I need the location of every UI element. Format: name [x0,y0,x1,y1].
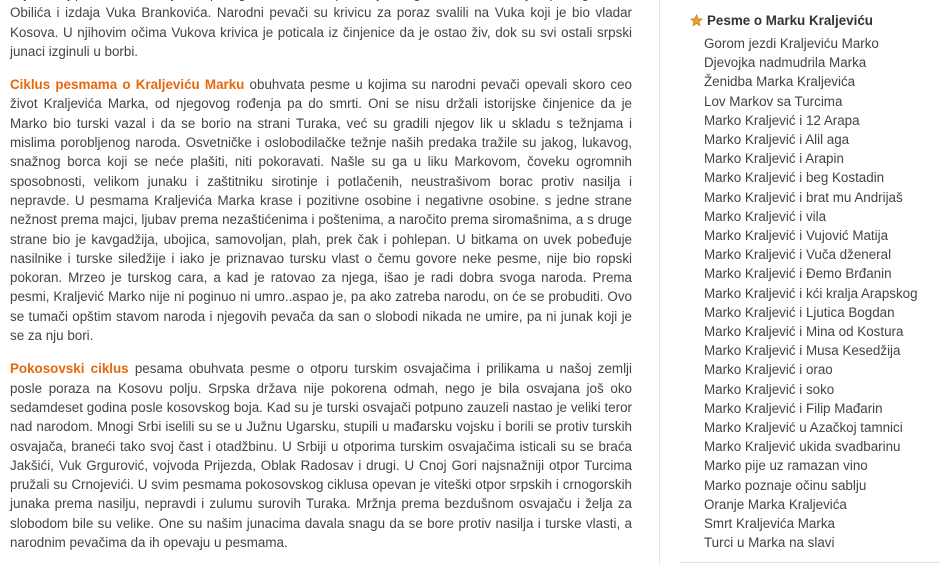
song-link[interactable]: Ženidba Marka Kraljevića [704,74,856,90]
song-link[interactable]: Turci u Marka na slavi [704,535,835,551]
song-link[interactable]: Marko Kraljević i beg Kostadin [704,170,885,186]
paragraph-marko-cycle [10,75,632,345]
song-link[interactable]: Marko Kraljević i orao [704,362,833,378]
song-link[interactable]: Marko poznaje očinu sablju [704,477,867,493]
song-link[interactable]: Marko Kraljević i Filip Mađarin [704,400,883,416]
marko-cycle-heading: Ciklus pesmama o Kraljeviću Marku [10,77,245,93]
paragraph-post-kosovo-cycle [10,359,632,552]
song-link[interactable]: Marko Kraljević i Vujović Matija [704,228,889,244]
song-link[interactable]: Marko Kraljević i Mina od Kostura [704,324,904,340]
song-link[interactable]: Marko Kraljević i brat mu Andrijaš [704,189,903,205]
song-link[interactable]: Marko pije uz ramazan vino [704,458,868,474]
song-link[interactable]: Marko Kraljević i Arapin [704,151,844,167]
paragraph-kosovo-cycle: Obilića i izdaja Vuka Brankovića. Narodni pevači su krivicu za poraz svalili na Vuka koji je bio vladar Kosova. U njihovim očima Vukova krivica je poticala iz činjenice da je ostao živ, dok su svi ostali srpski junaci izginuli u borbi. [10,5,632,59]
song-link[interactable]: Marko Kraljević i Alil aga [704,132,850,148]
article-body [10,0,632,566]
sidebar-title-text: Pesme o Marku Kraljeviću [707,13,873,28]
song-link[interactable]: Marko Kraljević i kći kralja Arapskog [704,285,918,301]
star-icon [690,14,703,27]
sidebar-title [690,11,940,30]
song-link[interactable]: Marko Kraljević i 12 Arapa [704,112,860,128]
marko-cycle-text: obuhvata pesme u kojima su narodni pevači opevali skoro ceo život Kraljevića Marka, od njegovog rođenja pa do smrti. Oni se nisu držali istorijske činjenice da je Marko bio turski vazal i da se borio na strani Turaka, već su gradili njegov lik u skladu s težnjama i mislima porobljenog naroda. Osvetničke i oslobodilačke težnje naših predaka tražile su jakog, lukavog, snažnog borca koji se neće plašiti, niti pokoravati. Našle su ga u liku Markovom, čoveku ogromnih sposobnosti, velikom junaku i zaštitniku sirotinje i potlačenih, neustrašivom borac protiv nasilja i nepravde. U pesmama Kraljevića Marka krase i pozitivne osobine i negativne osobine. s jedne strane nežnost prema majci, ljubav prema nezaštićenima i poštenima, a naročito prema siromašnima, a s druge strane bio je kavgadžija, ubojica, samovoljan, plah, prek čak i pohlepan. U bitkama on uvek pobeđuje nasilnike i turske siledžije i iako je priznavao tursku vlast o čemu govore neke pesme, nije bio ropski pokoran. Mrzeo je turskog cara, a kad je ratovao za njega, išao je radi dobra svoga naroda. Prema pesmi, Kraljević Marko nije ni poginuo ni umro..aspao je, pa ako zatreba narodu, on će se probuditi. Ovo se tumači opštim stavom naroda i njegovih pevača da san o slobodi nikada ne umire, pa ni junak koji je se za nju bori. [10,77,632,344]
song-link[interactable]: Marko Kraljević ukida svadbarinu [704,439,901,455]
song-link[interactable]: Marko Kraljević u Azačkoj tamnici [704,420,903,436]
song-link[interactable]: Oranje Marka Kraljevića [704,496,847,512]
song-list [690,34,940,552]
sidebar-bottom-rule [680,562,940,563]
song-link[interactable]: Marko Kraljević i soko [704,381,835,397]
song-link[interactable]: Marko Kraljević i Musa Kesedžija [704,343,901,359]
song-link[interactable]: Smrt Kraljevića Marka [704,516,835,532]
song-link[interactable]: Marko Kraljević i Vuča dženeral [704,247,892,263]
song-link[interactable]: Gorom jezdi Kraljeviću Marko [704,36,879,51]
sidebar-songs-widget [690,11,940,552]
song-link[interactable]: Marko Kraljević i vila [704,208,827,224]
song-link[interactable]: Marko Kraljević i Đemo Brđanin [704,266,892,282]
post-kosovo-cycle-heading: Pokosovski ciklus [10,361,129,377]
post-kosovo-cycle-text: pesama obuhvata pesme o otporu turskim osvajačima i prilikama u našoj zemlji posle poraza na Kosovu polju. Srpska država nije pokorena odmah, nego je bila osvajana još oko sedamdeset godina posle kosovskog boja. Kad su je turski osvajači potpuno zauzeli nastao je veliki teror nad narodom. Mnogi Srbi iselili su se u Južnu Ugarsku, stupili u mađarsku vojsku i borili se protiv turskih osvajača, braneći tako svoj čast i otadžbinu. U Srbiji u otporima turskim osvajačima isticali su se braća Jakšići, Vuk Grgurović, vojvoda Prijezda, Oblak Radosav i drugi. U Cnoj Gori najsnažniji otpor Turcima pružali su Crnojevići. U svim pesmama pokosovskog ciklusa opevan je viteški otpor srpskih i crnogorskih junaka prema nasilju, nepravdi i zulumu surovih Turaka. Mržnja prema bezdušnom osvajaču i želja za slobodom bile su velike. One su našim junacima davala snagu da se bore protiv nasilja i turske vlasti, a narodnim pevačima da ih opevaju u pesmama. [10,361,633,551]
song-link[interactable]: Djevojka nadmudrila Marka [704,55,867,71]
song-link[interactable]: Marko Kraljević i Ljutica Bogdan [704,304,895,320]
column-divider [659,0,660,566]
song-link[interactable]: Lov Markov sa Turcima [704,93,843,109]
